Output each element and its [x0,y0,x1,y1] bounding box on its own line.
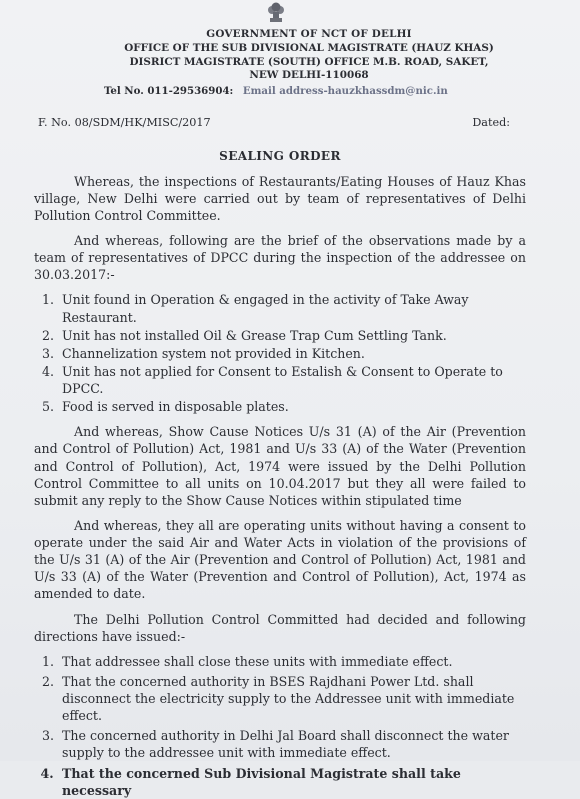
list-item: 2. That the concerned authority in BSES Rajdhani Power Ltd. shall disconnect the electricity supply to the Addressee unit with immediate effect. [58,673,526,724]
letterhead-line-1: GOVERNMENT OF NCT OF DELHI [206,28,412,40]
reference-row [38,115,510,130]
paragraph-show-cause: And whereas, Show Cause Notices U/s 31 (A) of the Air (Prevention and Control of Pollution) Act, 1981 and U/s 33 (A) of the Water (Prevention and Control of Pollution), Act, 1974 were issued by the Delhi Pollution Control Committee to all units on 10.04.2017 but they all were failed to submit any reply to the Show Cause Notices within stipulated time [34,424,526,508]
paragraph-observations-intro: And whereas, following are the brief of the observations made by a team of representatives of DPCC during the inspection of the addressee on 30.03.2017:- [34,233,526,283]
list-item: 4. That the concerned Sub Divisional Magistrate shall take necessary [58,765,526,799]
paragraph-inspection: Whereas, the inspections of Restaurants/Eating Houses of Hauz Khas village, New Delhi were carried out by team of representatives of Delhi Pollution Control Committee. [34,173,526,223]
letterhead-line-2: OFFICE OF THE SUB DIVISIONAL MAGISTRATE (HAUZ KHAS) [124,41,494,54]
list-item: 5. Food is served in disposable plates. [58,398,526,415]
directions-list [34,653,526,799]
dated-label: Dated: [472,116,510,130]
order-title: SEALING ORDER [219,149,341,164]
list-item: 3. Channelization system not provided in Kitchen. [58,345,526,362]
list-item: 4. Unit has not applied for Consent to Estalish & Consent to Operate to DPCC. [58,363,526,397]
contact-line [104,85,526,99]
paragraph-directions-intro: The Delhi Pollution Control Committed had decided and following directions have issued:- [34,611,526,644]
list-item: 1. Unit found in Operation & engaged in the activity of Take Away Restaurant. [58,291,526,325]
letterhead-line-4: NEW DELHI-110068 [249,69,369,82]
file-number: F. No. 08/SDM/HK/MISC/2017 [38,116,211,130]
list-item: 3. The concerned authority in Delhi Jal Board shall disconnect the water supply to the addressee unit with immediate effect. [58,727,526,761]
telephone: Tel No. 011-29536904: [104,85,234,98]
list-item: 1. That addressee shall close these units with immediate effect. [58,653,526,670]
email-address: Email address-hauzkhassdm@nic.in [242,85,448,98]
state-emblem-icon [264,0,288,26]
letterhead-line-3: DISRICT MAGISTRATE (SOUTH) OFFICE M.B. ROAD, SAKET, [129,55,489,68]
list-item: 2. Unit has not installed Oil & Grease Trap Cum Settling Tank. [58,327,526,344]
paragraph-violation: And whereas, they all are operating units without having a consent to operate under the said Air and Water Acts in violation of the provisions of the U/s 31 (A) of the Air (Prevention and Control of Pollution) Act, 1981 and U/s 33 (A) of the Water (Prevention and Control of Pollution), Act, 1974 as amended to date. [34,517,526,602]
observations-list [34,291,526,415]
letterhead [92,0,526,83]
